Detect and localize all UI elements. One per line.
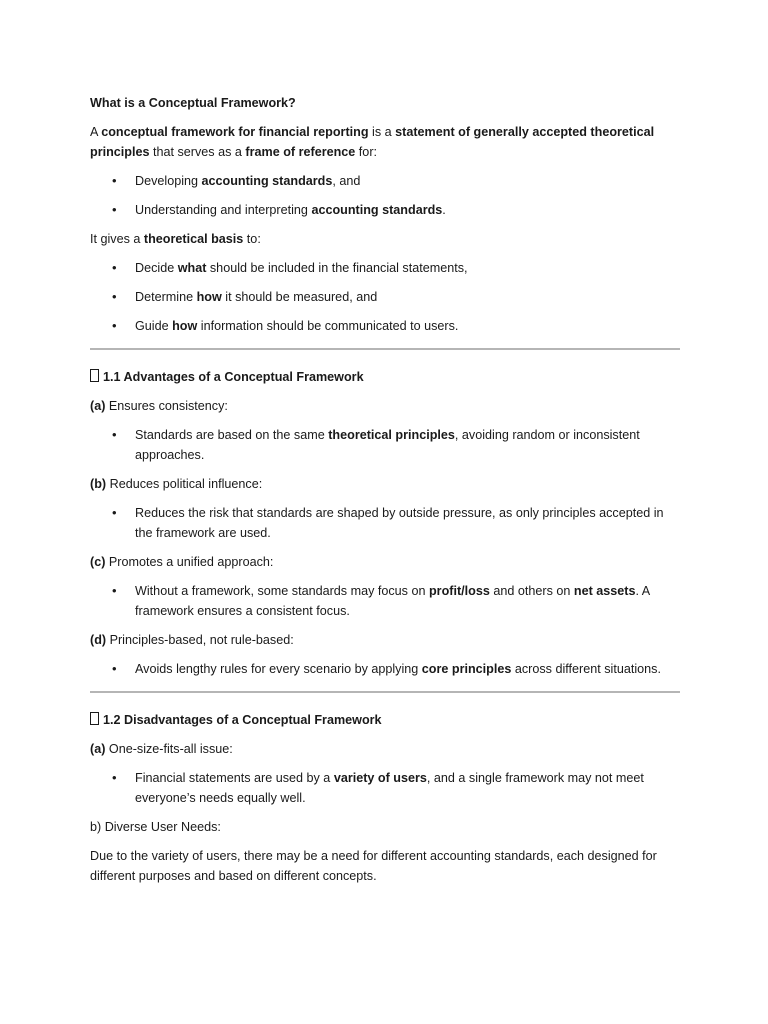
bullet-icon: • (112, 318, 117, 333)
definition-paragraph: A conceptual framework for financial reporting is a statement of generally accepted theoretical principles that serves as a frame of reference for: (90, 125, 655, 159)
bold-text: profit/loss (428, 584, 490, 598)
bold-text: (a) (90, 742, 106, 756)
basis-paragraph: It gives a theoretical basis to: (90, 232, 261, 246)
bullet-icon: • (112, 289, 117, 304)
list-item: • Determine how it should be measured, and (90, 287, 680, 307)
advantage-label: (c) Promotes a unified approach: (90, 555, 274, 569)
bullet-icon: • (112, 583, 117, 598)
bold-text: (c) (90, 555, 106, 569)
bullet-icon: • (112, 505, 117, 520)
bold-text: (a) (90, 399, 106, 413)
list-item: • Understanding and interpreting accounting standards. (90, 200, 680, 220)
bold-text: theoretical basis (143, 232, 244, 246)
advantage-list (90, 659, 680, 679)
closing-paragraph: Due to the variety of users, there may be a need for different accounting standards, each designed for different purposes and based on different concepts. (90, 849, 657, 883)
advantage-list (90, 503, 680, 543)
list-item: • Developing accounting standards, and (90, 171, 680, 191)
list-item: • Without a framework, some standards may focus on profit/loss and others on net assets. A framework ensures a consistent focus. (112, 583, 650, 618)
bold-text: statement of generally accepted theoretical principles (90, 125, 655, 159)
disadvantage-list (90, 768, 680, 808)
disadvantage-label: b) Diverse User Needs: (90, 820, 221, 834)
list-item: • Financial statements are used by a variety of users, and a single framework may not meet everyone’s needs equally well. (112, 770, 644, 805)
bold-text: theoretical principles (328, 428, 455, 442)
bold-text: accounting standards (201, 174, 333, 188)
missing-glyph-icon (90, 712, 99, 725)
bold-text: (d) (90, 633, 107, 647)
bold-text: (b) (90, 477, 107, 491)
list-item: • Reduces the risk that standards are shaped by outside pressure, as only principles accepted in the framework are used. (112, 505, 664, 540)
bullet-icon: • (112, 202, 117, 217)
list-item: • Avoids lengthy rules for every scenario by applying core principles across different situations. (90, 659, 680, 679)
list-item: • Guide how information should be communicated to users. (90, 316, 680, 336)
bold-text: how (196, 290, 222, 304)
bullet-icon: • (112, 427, 117, 442)
bold-text: what (177, 261, 207, 275)
list-item: • Standards are based on the same theoretical principles, avoiding random or inconsistent approaches. (112, 427, 640, 462)
bullet-icon: • (112, 770, 117, 785)
document-page (90, 93, 680, 895)
advantages-heading: 1.1 Advantages of a Conceptual Framework (90, 367, 680, 387)
disadvantages-heading: 1.2 Disadvantages of a Conceptual Framework (90, 710, 680, 730)
advantage-label: (b) Reduces political influence: (90, 477, 263, 491)
bold-text: frame of reference (245, 145, 356, 159)
purpose-list (90, 171, 680, 220)
bold-text: accounting standards (311, 203, 443, 217)
bold-text: variety of users (333, 771, 427, 785)
bullet-icon: • (112, 173, 117, 188)
missing-glyph-icon (90, 369, 99, 382)
bold-text: conceptual framework for financial reporting (101, 125, 369, 139)
advantage-label: (a) Ensures consistency: (90, 399, 228, 413)
bold-text: how (172, 319, 198, 333)
horizontal-divider (90, 348, 680, 350)
advantage-label: (d) Principles-based, not rule-based: (90, 633, 294, 647)
bold-text: core principles (421, 662, 512, 676)
disadvantage-label: (a) One-size-fits-all issue: (90, 742, 233, 756)
bullet-icon: • (112, 661, 117, 676)
advantage-list (90, 581, 680, 621)
horizontal-divider (90, 691, 680, 693)
basis-list (90, 258, 680, 336)
bold-text: net assets (573, 584, 636, 598)
list-item: • Decide what should be included in the financial statements, (90, 258, 680, 278)
advantage-list (90, 425, 680, 465)
page-title: What is a Conceptual Framework? (90, 96, 296, 110)
bullet-icon: • (112, 260, 117, 275)
